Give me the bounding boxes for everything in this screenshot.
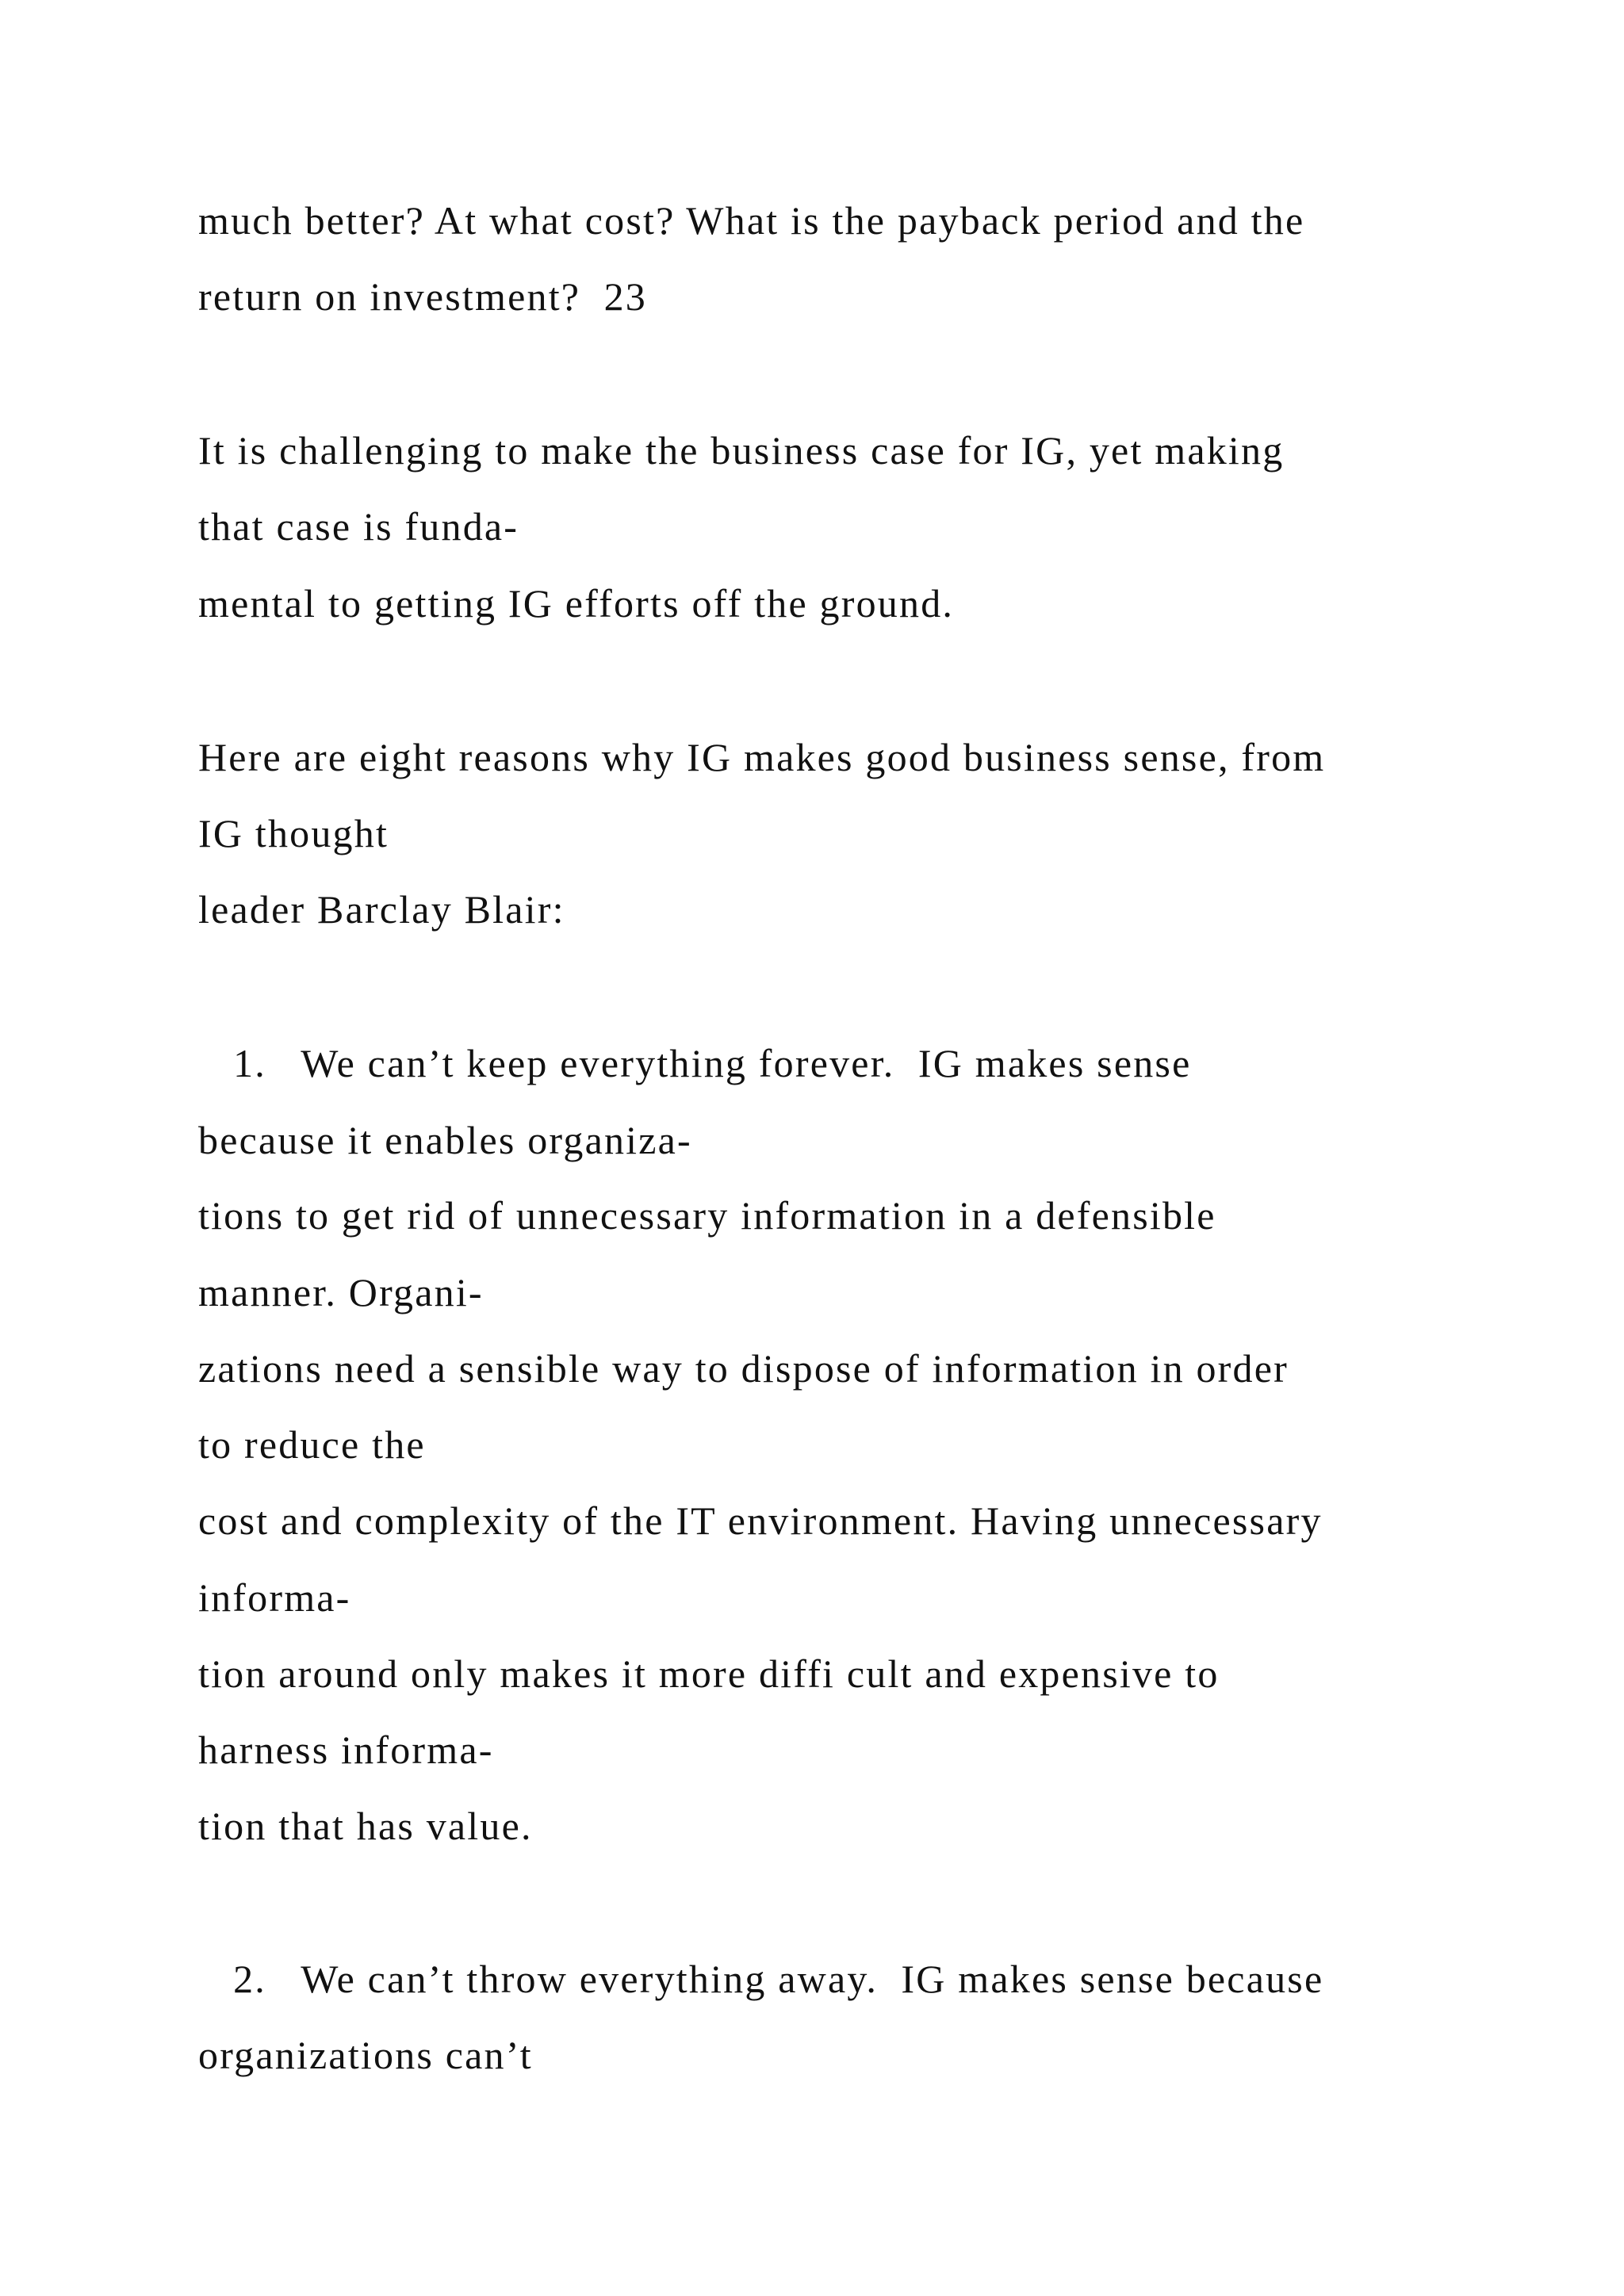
text-line: cost and complexity of the IT environment. Having unnecessary bbox=[198, 1498, 1323, 1543]
text-line: It is challenging to make the business case for IG, yet making bbox=[198, 428, 1285, 473]
text-line: manner. Organi- bbox=[198, 1270, 484, 1314]
list-item-1-line: 1. We can’t keep everything forever. IG makes sense bbox=[198, 1041, 1192, 1085]
text-line: to reduce the bbox=[198, 1422, 426, 1467]
text-line: Here are eight reasons why IG makes good business sense, from bbox=[198, 735, 1326, 779]
text-line: tion that has value. bbox=[198, 1804, 533, 1848]
text-line: mental to getting IG efforts off the ground. bbox=[198, 581, 955, 626]
text-line: organizations can’t bbox=[198, 2033, 533, 2077]
text-line: IG thought bbox=[198, 811, 389, 855]
text-line: harness informa- bbox=[198, 1728, 494, 1772]
text-line: much better? At what cost? What is the payback period and the bbox=[198, 198, 1305, 243]
list-item-2-line: 2. We can’t throw everything away. IG makes sense because bbox=[198, 1957, 1324, 2001]
text-line: return on investment? 23 bbox=[198, 274, 647, 319]
text-line: because it enables organiza- bbox=[198, 1118, 692, 1162]
text-line: informa- bbox=[198, 1575, 351, 1620]
text-line: zations need a sensible way to dispose of information in order bbox=[198, 1346, 1289, 1391]
text-line: tion around only makes it more diffi cult and expensive to bbox=[198, 1651, 1220, 1696]
text-line: tions to get rid of unnecessary information in a defensible bbox=[198, 1193, 1216, 1238]
text-line: that case is funda- bbox=[198, 504, 519, 549]
text-line: leader Barclay Blair: bbox=[198, 887, 565, 932]
